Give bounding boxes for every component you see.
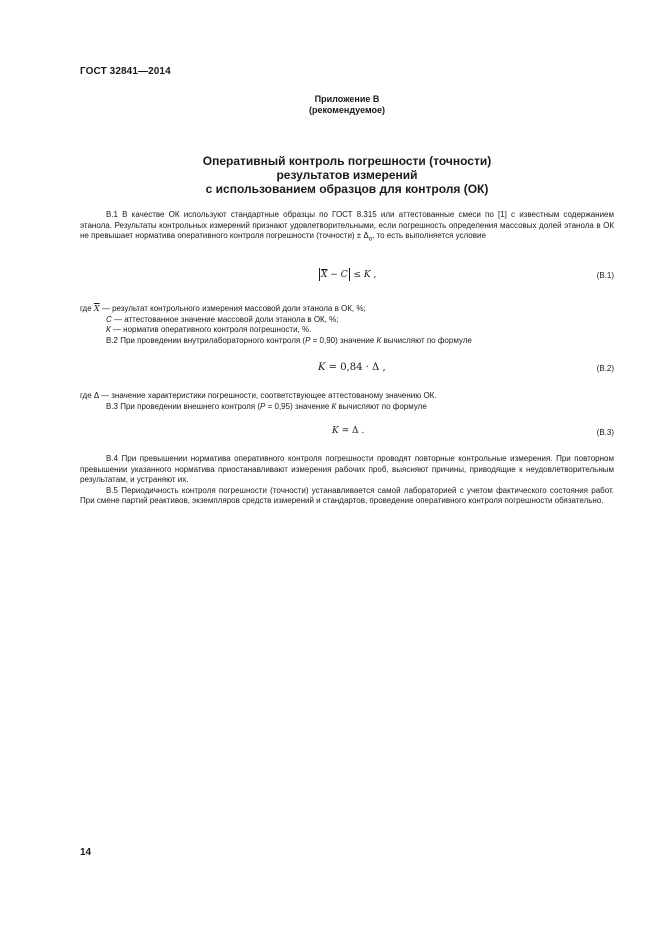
where-delta-block	[80, 391, 614, 412]
f2-dot: ·	[362, 362, 373, 373]
f1-minus: −	[327, 270, 341, 280]
formula-number-b3: (В.3)	[596, 428, 614, 437]
paragraph-b3	[80, 402, 614, 413]
where-item-k	[80, 325, 614, 336]
title-line-3: с использованием образцов для контроля (ОК)	[205, 182, 489, 196]
where-delta: где Δ — значение характеристики погрешности, соответствующее аттестованому значению ОК.	[80, 391, 437, 400]
paragraph-b1	[80, 210, 614, 245]
b1-text: В.1 В качестве ОК используют стандартные образцы по ГОСТ 8.315 или аттестованные смеси по [1] с известным содержанием этанола. Результаты контрольных измерений признают удовлетворительными, если погрешность определения массовых долей этанола в ОК не превышает норматива оперативного контроля погрешности (точности) ± Δ	[80, 210, 614, 240]
paragraph-b4: В.4 При превышении норматива оперативного контроля погрешности проводят повторные контрольные измерения. При повторном превышении указанного норматива приостанавливают измерения рабочих проб, выясняют причины, приводящие к неудовлетворительным результатам, и устраняют их.	[80, 454, 614, 484]
paragraphs-b4-b5	[80, 454, 614, 507]
abs-bar-left	[319, 268, 320, 281]
b3-k: К	[331, 401, 337, 411]
f3-end: .	[358, 426, 365, 436]
b2-text-b: = 0,90) значение	[310, 335, 377, 345]
b3-text-b: = 0,95) значение	[265, 401, 332, 411]
formula-b3	[80, 426, 614, 442]
b2-k: К	[376, 335, 382, 345]
f1-end: ,	[370, 270, 377, 280]
f1-le: ≤	[350, 270, 364, 280]
formula-number-b1: (В.1)	[596, 271, 614, 280]
f3-k: K	[332, 426, 339, 436]
paragraph-b2	[80, 336, 614, 347]
annex-label: Приложение В	[314, 94, 380, 104]
where-item-x	[80, 304, 614, 315]
standard-header: ГОСТ 32841—2014	[80, 66, 171, 77]
title-line-2: результатов измерений	[276, 168, 418, 182]
f1-x: $\overline{X}$	[321, 270, 328, 280]
f2-delta: Δ	[372, 362, 380, 373]
b3-p: Р	[260, 401, 266, 411]
paragraph-b5: В.5 Периодичность контроля погрешности (точности) устанавливается самой лабораторией с учетом фактического состояния работ. При смене партий реактивов, экземпляров средств измерений и стандартов, проведение оперативного контроля погрешности обязательно.	[80, 485, 614, 505]
where-sym-k: К	[106, 325, 111, 334]
where-lead: где	[80, 304, 92, 313]
where-item-c	[80, 315, 614, 326]
formula-b2	[80, 362, 614, 378]
b1-tail: , то есть выполняется условие	[372, 231, 486, 240]
formula-b1	[80, 268, 614, 284]
f2-k: K	[318, 362, 326, 373]
b2-p: Р	[305, 335, 311, 345]
f1-c: C	[340, 270, 348, 280]
where-sym-c: С	[106, 314, 112, 324]
where-text-k: — норматив оперативного контроля погрешности, %.	[110, 325, 312, 334]
where-sym-x: $\overline{X}$	[93, 304, 100, 313]
where-text-c: — аттестованное значение массовой доли этанола в ОК, %;	[111, 314, 339, 324]
annex-title	[80, 154, 614, 196]
b3-text-c: вычисляют по формуле	[336, 401, 427, 411]
where-list	[80, 304, 614, 346]
formula-number-b2: (В.2)	[596, 364, 614, 373]
where-text-x: — результат контрольного измерения массовой доли этанола в ОК, %;	[99, 304, 366, 313]
b3-text-a: В.3 При проведении внешнего контроля (	[106, 401, 261, 411]
f3-eq: =	[338, 426, 352, 436]
annex-status: (рекомендуемое)	[309, 105, 385, 115]
f3-delta: Δ	[352, 426, 359, 436]
b2-text-c: вычисляют по формуле	[381, 335, 472, 345]
f1-k: K	[363, 270, 371, 280]
annex-heading	[80, 94, 614, 116]
title-line-1: Оперативный контроль погрешности (точности)	[202, 154, 492, 168]
abs-bar-right	[349, 268, 350, 281]
page-number: 14	[80, 847, 92, 858]
b2-text-a: В.2 При проведении внутрилабораторного контроля (	[106, 335, 306, 345]
b1-subscript: о	[368, 236, 373, 243]
f2-eq: =	[325, 362, 341, 373]
f2-end: ,	[379, 362, 386, 373]
f2-coef: 0,84	[340, 362, 363, 373]
